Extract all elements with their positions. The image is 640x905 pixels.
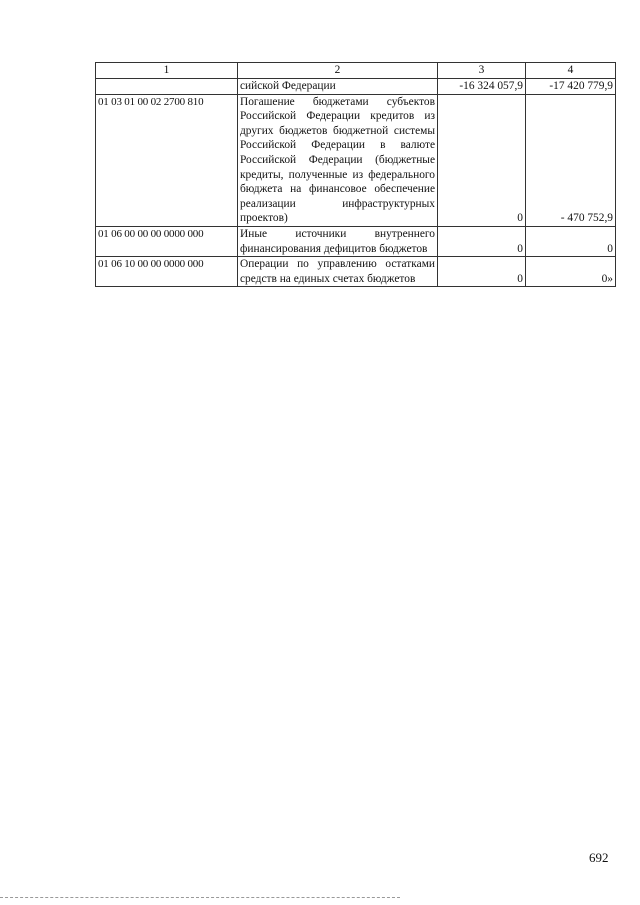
amount-cell-col4: -17 420 779,9 [526, 79, 616, 95]
budget-code-cell: 01 06 10 00 00 0000 000 [96, 257, 238, 287]
amount-cell-col4: 0 [526, 226, 616, 256]
budget-code-cell: 01 06 00 00 00 0000 000 [96, 226, 238, 256]
amount-cell-col3: -16 324 057,9 [438, 79, 526, 95]
column-header-3: 3 [438, 63, 526, 79]
column-header-1: 1 [96, 63, 238, 79]
amount-cell-col4: 0» [526, 257, 616, 287]
table-row [96, 79, 616, 95]
amount-cell-col3: 0 [438, 94, 526, 226]
description-cell: Погашение бюджетами субъектов Российской Федерации кредитов из других бюджетов бюджетной системы Российской Федерации в валюте Российской Федерации (бюджетные кредиты, полученные из федерального бюджета на финансовое обеспечение реализации инфраструктурных проектов) [238, 94, 438, 226]
page-number: 692 [589, 850, 609, 865]
amount-cell-col3: 0 [438, 226, 526, 256]
budget-code-cell [96, 79, 238, 95]
table-header-row [96, 63, 616, 79]
description-cell: Операции по управлению остатками средств на единых счетах бюджетов [238, 257, 438, 287]
budget-sources-table [95, 62, 616, 287]
column-header-4: 4 [526, 63, 616, 79]
table-row [96, 94, 616, 226]
table-row [96, 226, 616, 256]
scan-edge-divider [0, 897, 400, 898]
amount-cell-col4: - 470 752,9 [526, 94, 616, 226]
column-header-2: 2 [238, 63, 438, 79]
table-row [96, 257, 616, 287]
budget-code-cell: 01 03 01 00 02 2700 810 [96, 94, 238, 226]
amount-cell-col3: 0 [438, 257, 526, 287]
description-cell: сийской Федерации [238, 79, 438, 95]
description-cell: Иные источники внутреннего финансирования дефицитов бюджетов [238, 226, 438, 256]
